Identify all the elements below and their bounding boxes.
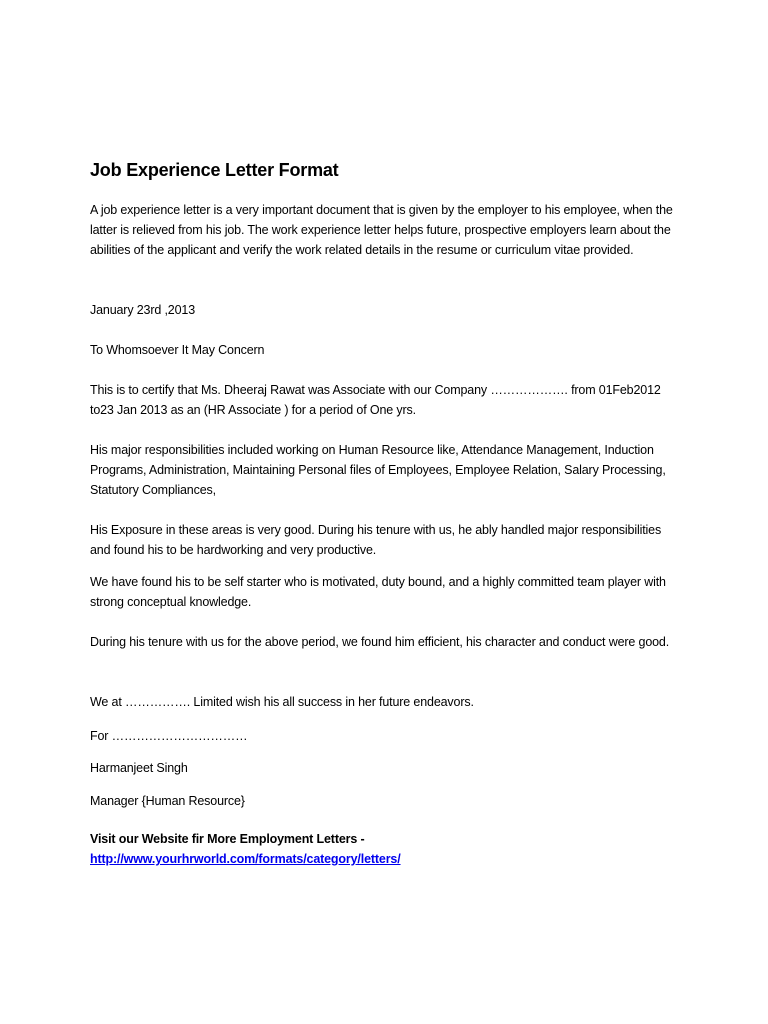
website-link[interactable]: http://www.yourhrworld.com/formats/category/letters/ xyxy=(90,852,401,866)
exposure-paragraph: His Exposure in these areas is very good. During his tenure with us, he ably handled major responsibilities and found his to be hardworking and very productive. xyxy=(90,523,662,557)
for-line: For …………………………… xyxy=(90,729,248,743)
wish-paragraph: We at ……………. Limited wish his all success in her future endeavors. xyxy=(90,695,474,709)
document-title: Job Experience Letter Format xyxy=(90,160,339,180)
self-starter-paragraph: We have found his to be self starter who is motivated, duty bound, and a highly committed team player with strong conceptual knowledge. xyxy=(90,575,666,609)
intro-paragraph: A job experience letter is a very important document that is given by the employer to his employee, when the latter is relieved from his job. The work experience letter helps future, prospective employers learn about the abilities of the applicant and verify the work related details in the resume or curriculum vitae provided. xyxy=(90,203,673,257)
visit-website-text: Visit our Website fir More Employment Letters - xyxy=(90,832,365,846)
signatory-title: Manager {Human Resource} xyxy=(90,794,245,808)
responsibilities-paragraph: His major responsibilities included working on Human Resource like, Attendance Management, Induction Programs, Administration, Maintaining Personal files of Employees, Employee Relation, Salary Processing, Statutory Compliances, xyxy=(90,443,666,497)
certify-paragraph: This is to certify that Ms. Dheeraj Rawat was Associate with our Company ………………. from 01Feb2012 to23 Jan 2013 as an (HR Associate ) for a period of One yrs. xyxy=(90,383,661,417)
tenure-paragraph: During his tenure with us for the above period, we found him efficient, his character and conduct were good. xyxy=(90,635,670,649)
salutation: To Whomsoever It May Concern xyxy=(90,343,265,357)
letter-date: January 23rd ,2013 xyxy=(90,303,196,317)
website-link-line xyxy=(90,849,680,869)
signatory-name: Harmanjeet Singh xyxy=(90,761,188,775)
